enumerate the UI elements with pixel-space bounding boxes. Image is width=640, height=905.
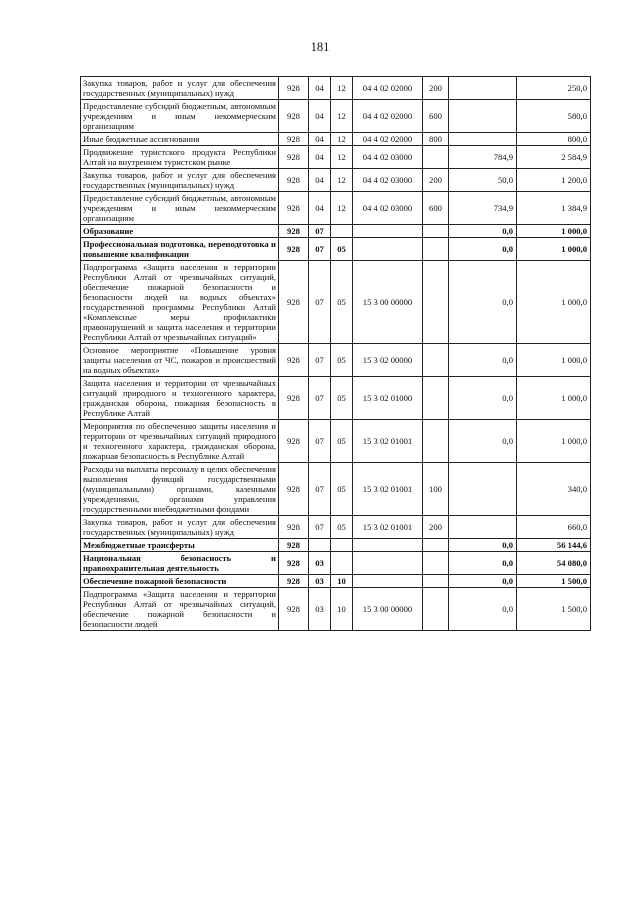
row-target-article	[353, 238, 423, 261]
row-grbs-code: 928	[279, 225, 309, 238]
row-amount-total: 1 500,0	[517, 575, 591, 588]
row-amount-total: 1 000,0	[517, 344, 591, 377]
row-subsection-code: 10	[331, 575, 353, 588]
row-target-article: 15 3 02 01001	[353, 420, 423, 463]
row-subsection-code: 12	[331, 146, 353, 169]
budget-table	[80, 76, 591, 631]
row-subsection-code: 12	[331, 169, 353, 192]
row-section-code: 07	[309, 261, 331, 344]
row-name: Защита населения и территории от чрезвычайных ситуаций природного и техногенного характера, гражданская оборона, пожарная безопасность в Республике Алтай	[81, 377, 279, 420]
row-grbs-code: 928	[279, 133, 309, 146]
table-row	[81, 133, 591, 146]
row-name: Образование	[81, 225, 279, 238]
row-expense-type: 100	[423, 463, 449, 516]
row-section-code: 04	[309, 77, 331, 100]
row-name: Подпрограмма «Защита населения и территории Республики Алтай от чрезвычайных ситуаций, обеспечение пожарной безопасности и безопасности людей на водных объектах» государственной программы Республики Алтай «Комплексные меры профилактики правонарушений и защита населения и территории Республики Алтай от чрезвычайных ситуаций»	[81, 261, 279, 344]
row-grbs-code: 928	[279, 575, 309, 588]
row-amount-total: 1 000,0	[517, 377, 591, 420]
row-expense-type	[423, 588, 449, 631]
row-name: Мероприятия по обеспечению защиты населения и территории от чрезвычайных ситуаций природного и техногенного характера, гражданская оборона, пожарная безопасность в Республике Алтай	[81, 420, 279, 463]
row-section-code: 04	[309, 133, 331, 146]
table-row	[81, 588, 591, 631]
row-amount-change: 0,0	[449, 261, 517, 344]
row-grbs-code: 928	[279, 238, 309, 261]
row-expense-type	[423, 575, 449, 588]
row-expense-type	[423, 420, 449, 463]
row-grbs-code: 928	[279, 377, 309, 420]
row-expense-type: 800	[423, 133, 449, 146]
row-expense-type	[423, 261, 449, 344]
row-amount-change: 50,0	[449, 169, 517, 192]
table-body	[81, 77, 591, 631]
row-grbs-code: 928	[279, 146, 309, 169]
row-amount-total: 1 000,0	[517, 420, 591, 463]
row-amount-change: 734,9	[449, 192, 517, 225]
row-grbs-code: 928	[279, 77, 309, 100]
table-row	[81, 238, 591, 261]
row-amount-change: 0,0	[449, 225, 517, 238]
row-amount-total: 1 500,0	[517, 588, 591, 631]
row-amount-change	[449, 77, 517, 100]
row-subsection-code: 05	[331, 377, 353, 420]
row-subsection-code: 12	[331, 77, 353, 100]
page-number: 181	[310, 40, 330, 54]
table-row	[81, 146, 591, 169]
row-amount-change: 0,0	[449, 552, 517, 575]
row-amount-total: 1 000,0	[517, 261, 591, 344]
row-name: Расходы на выплаты персоналу в целях обеспечения выполнения функций государственными (муниципальными) органами, казенными учреждениями, органами управления государственными внебюджетными фондами	[81, 463, 279, 516]
row-expense-type: 200	[423, 169, 449, 192]
row-subsection-code: 12	[331, 133, 353, 146]
row-target-article: 04 4 02 03000	[353, 192, 423, 225]
row-amount-total: 1 384,9	[517, 192, 591, 225]
row-subsection-code: 10	[331, 588, 353, 631]
row-expense-type: 600	[423, 192, 449, 225]
table-row	[81, 420, 591, 463]
row-target-article: 15 3 00 00000	[353, 261, 423, 344]
row-target-article	[353, 552, 423, 575]
row-expense-type	[423, 539, 449, 552]
row-grbs-code: 928	[279, 420, 309, 463]
row-target-article	[353, 575, 423, 588]
row-expense-type	[423, 238, 449, 261]
row-grbs-code: 928	[279, 516, 309, 539]
row-name: Основное мероприятие «Повышение уровня защиты населения от ЧС, пожаров и происшествий на водных объектах»	[81, 344, 279, 377]
table-row	[81, 100, 591, 133]
row-amount-total: 340,0	[517, 463, 591, 516]
row-section-code: 07	[309, 516, 331, 539]
row-expense-type	[423, 225, 449, 238]
row-target-article: 04 4 02 02000	[353, 133, 423, 146]
row-section-code: 03	[309, 552, 331, 575]
row-amount-total: 580,0	[517, 100, 591, 133]
row-name: Закупка товаров, работ и услуг для обеспечения государственных (муниципальных) нужд	[81, 169, 279, 192]
row-subsection-code	[331, 225, 353, 238]
row-name: Закупка товаров, работ и услуг для обеспечения государственных (муниципальных) нужд	[81, 516, 279, 539]
row-amount-change: 0,0	[449, 420, 517, 463]
row-amount-change	[449, 463, 517, 516]
row-expense-type	[423, 146, 449, 169]
row-amount-change	[449, 133, 517, 146]
row-amount-total: 54 080,0	[517, 552, 591, 575]
row-grbs-code: 928	[279, 463, 309, 516]
table-row	[81, 377, 591, 420]
row-amount-total: 800,0	[517, 133, 591, 146]
row-grbs-code: 928	[279, 100, 309, 133]
row-section-code: 07	[309, 463, 331, 516]
row-section-code: 07	[309, 344, 331, 377]
row-target-article	[353, 539, 423, 552]
row-amount-total: 1 000,0	[517, 238, 591, 261]
table-row	[81, 192, 591, 225]
row-section-code: 04	[309, 100, 331, 133]
row-subsection-code	[331, 552, 353, 575]
row-target-article: 04 4 02 03000	[353, 169, 423, 192]
row-name: Иные бюджетные ассигнования	[81, 133, 279, 146]
row-subsection-code: 05	[331, 463, 353, 516]
row-amount-change: 0,0	[449, 344, 517, 377]
row-name: Продвижение туристского продукта Республики Алтай на внутреннем туристском рынке	[81, 146, 279, 169]
row-target-article	[353, 225, 423, 238]
row-expense-type	[423, 377, 449, 420]
row-grbs-code: 928	[279, 539, 309, 552]
row-name: Подпрограмма «Защита населения и территории Республики Алтай от чрезвычайных ситуаций, обеспечение пожарной безопасности и безопасности людей	[81, 588, 279, 631]
table-row	[81, 77, 591, 100]
table-row	[81, 169, 591, 192]
row-expense-type: 600	[423, 100, 449, 133]
row-section-code: 07	[309, 225, 331, 238]
row-section-code: 04	[309, 146, 331, 169]
row-section-code: 04	[309, 169, 331, 192]
row-name: Обеспечение пожарной безопасности	[81, 575, 279, 588]
row-target-article: 04 4 02 02000	[353, 77, 423, 100]
row-amount-change	[449, 100, 517, 133]
row-subsection-code: 12	[331, 100, 353, 133]
row-amount-total: 1 000,0	[517, 225, 591, 238]
row-expense-type: 200	[423, 77, 449, 100]
row-expense-type: 200	[423, 516, 449, 539]
row-amount-change: 0,0	[449, 238, 517, 261]
row-expense-type	[423, 344, 449, 377]
table-row	[81, 344, 591, 377]
row-grbs-code: 928	[279, 344, 309, 377]
row-amount-change: 0,0	[449, 588, 517, 631]
row-subsection-code: 05	[331, 516, 353, 539]
row-amount-total: 660,0	[517, 516, 591, 539]
row-amount-total: 56 144,6	[517, 539, 591, 552]
row-target-article: 15 3 00 00000	[353, 588, 423, 631]
row-subsection-code: 05	[331, 261, 353, 344]
row-section-code: 07	[309, 377, 331, 420]
row-target-article: 04 4 02 02000	[353, 100, 423, 133]
row-grbs-code: 928	[279, 261, 309, 344]
table-row	[81, 516, 591, 539]
row-subsection-code: 05	[331, 420, 353, 463]
row-amount-total: 250,0	[517, 77, 591, 100]
table-row	[81, 539, 591, 552]
row-name: Межбюджетные трансферты	[81, 539, 279, 552]
row-subsection-code	[331, 539, 353, 552]
row-amount-change	[449, 516, 517, 539]
row-amount-change: 0,0	[449, 377, 517, 420]
row-section-code: 04	[309, 192, 331, 225]
row-target-article: 15 3 02 00000	[353, 344, 423, 377]
row-grbs-code: 928	[279, 588, 309, 631]
row-target-article: 15 3 02 01001	[353, 463, 423, 516]
table-row	[81, 261, 591, 344]
row-name: Предоставление субсидий бюджетным, автономным учреждениям и иным некоммерческим организациям	[81, 192, 279, 225]
row-amount-change: 0,0	[449, 539, 517, 552]
row-section-code: 03	[309, 575, 331, 588]
table-row	[81, 575, 591, 588]
row-amount-total: 1 200,0	[517, 169, 591, 192]
row-amount-change: 784,9	[449, 146, 517, 169]
table-row	[81, 552, 591, 575]
row-name: Национальная безопасность и правоохранительная деятельность	[81, 552, 279, 575]
row-subsection-code: 05	[331, 238, 353, 261]
row-grbs-code: 928	[279, 169, 309, 192]
row-subsection-code: 05	[331, 344, 353, 377]
row-target-article: 15 3 02 01000	[353, 377, 423, 420]
row-name: Профессиональная подготовка, переподготовка и повышение квалификации	[81, 238, 279, 261]
row-name: Закупка товаров, работ и услуг для обеспечения государственных (муниципальных) нужд	[81, 77, 279, 100]
table-row	[81, 225, 591, 238]
row-target-article: 04 4 02 03000	[353, 146, 423, 169]
row-target-article: 15 3 02 01001	[353, 516, 423, 539]
row-amount-total: 2 584,9	[517, 146, 591, 169]
row-grbs-code: 928	[279, 552, 309, 575]
row-grbs-code: 928	[279, 192, 309, 225]
row-subsection-code: 12	[331, 192, 353, 225]
row-expense-type	[423, 552, 449, 575]
row-section-code: 03	[309, 588, 331, 631]
row-amount-change: 0,0	[449, 575, 517, 588]
row-section-code: 07	[309, 238, 331, 261]
row-name: Предоставление субсидий бюджетным, автономным учреждениям и иным некоммерческим организациям	[81, 100, 279, 133]
row-section-code	[309, 539, 331, 552]
table-row	[81, 463, 591, 516]
row-section-code: 07	[309, 420, 331, 463]
